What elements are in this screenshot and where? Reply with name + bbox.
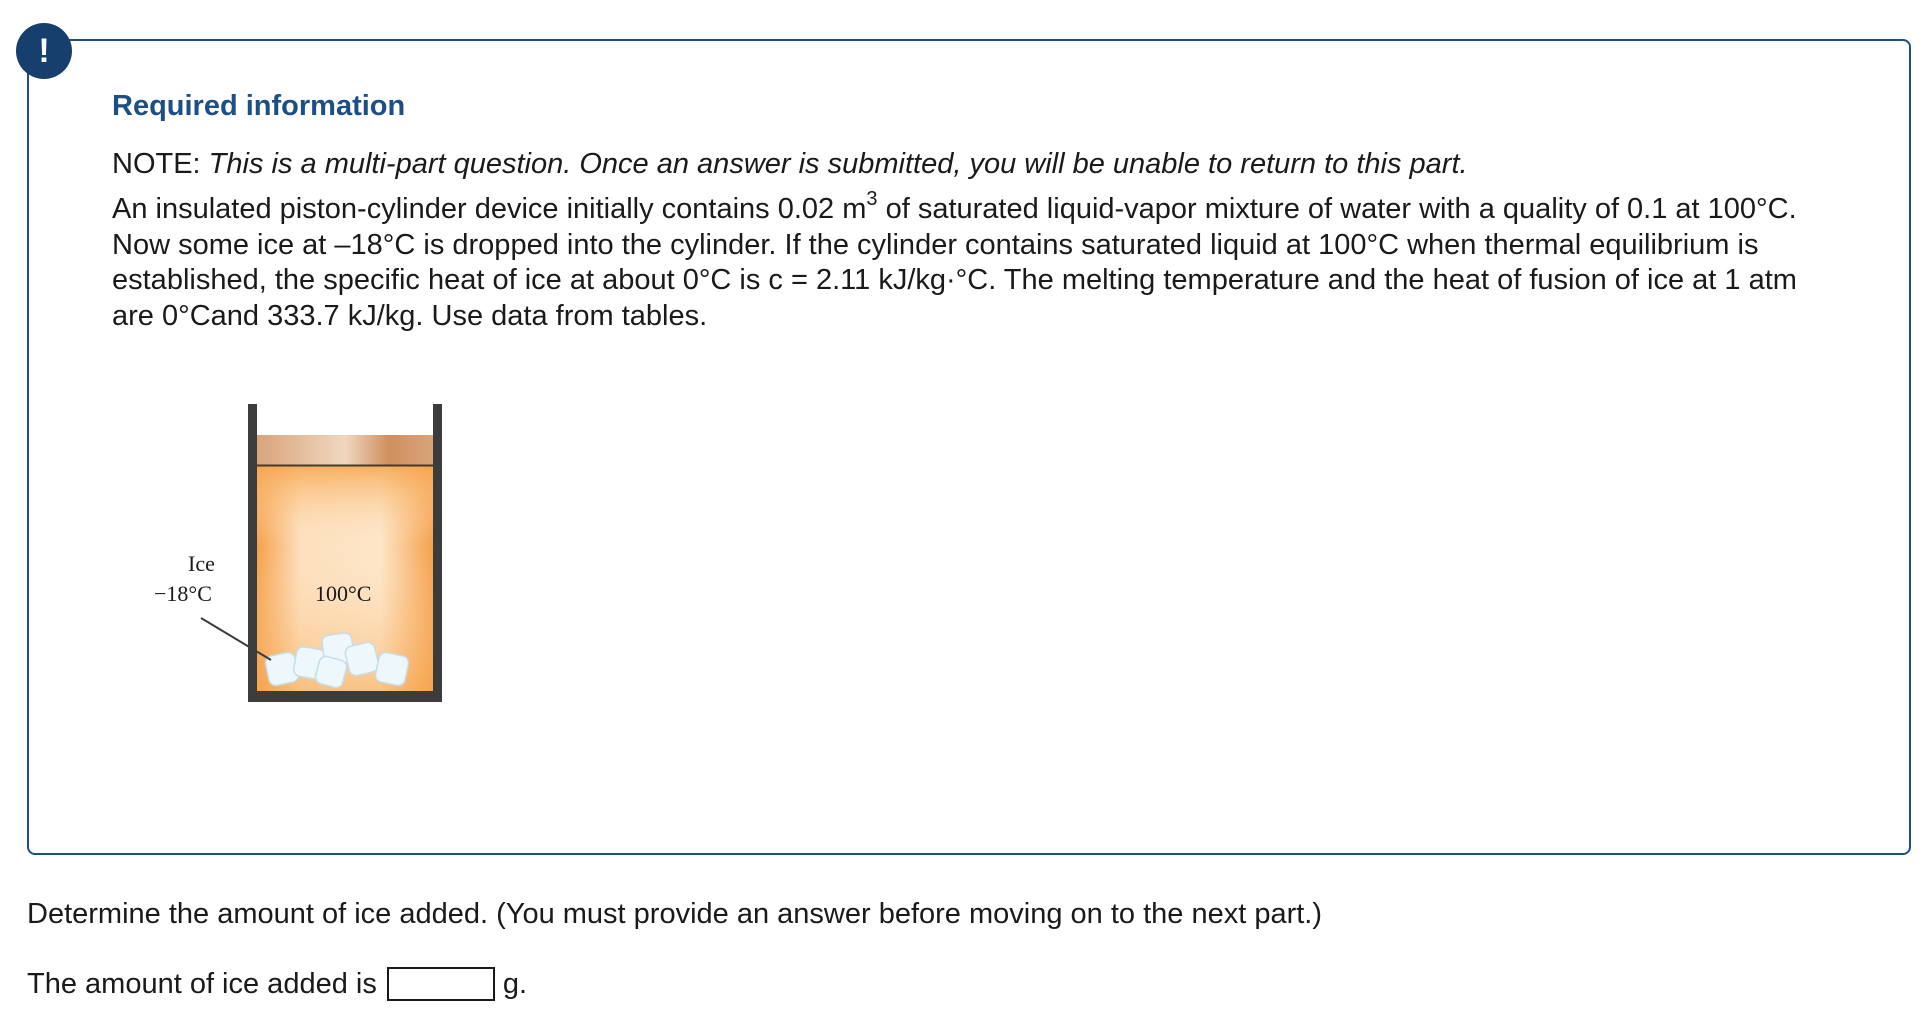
answer-row xyxy=(27,966,527,1002)
ice-cube xyxy=(344,641,380,677)
note-line xyxy=(112,146,1468,182)
exclamation-icon: ! xyxy=(16,23,72,79)
problem-text-part2: of saturated liquid-vapor mixture of water with a quality of 0.1 at 100°C. Now some ice at –18°C is dropped into the cylinder. If the cylinder contains saturated liquid at 100°C when thermal equilibrium is established, the specific heat of ice at about 0°C is c = 2.11 kJ/kg·°C. The melting temperature and the heat of fusion of ice at 1 atm are 0°Cand 333.7 kJ/kg. Use data from tables. xyxy=(112,193,1797,332)
problem-superscript: 3 xyxy=(866,188,878,211)
question-prompt: Determine the amount of ice added. (You must provide an answer before moving on to the next part.) xyxy=(27,898,1323,930)
ice-cube xyxy=(374,651,410,687)
piston-cylinder-figure xyxy=(145,396,455,706)
cylinder-left-wall xyxy=(248,404,257,702)
problem-statement xyxy=(112,188,1832,334)
note-text: This is a multi-part question. Once an answer is submitted, you will be unable to return to this part. xyxy=(208,148,1468,180)
required-information-title: Required information xyxy=(112,90,406,122)
note-prefix: NOTE: xyxy=(112,148,209,180)
problem-text-part1: An insulated piston-cylinder device initially contains 0.02 m xyxy=(112,193,867,225)
ice-temperature-label: −18°C xyxy=(154,581,212,606)
cylinder-bottom-wall xyxy=(248,691,442,702)
answer-unit: g. xyxy=(502,968,528,1000)
cylinder-right-wall xyxy=(433,404,442,702)
piston xyxy=(257,435,433,465)
answer-label: The amount of ice added is xyxy=(27,968,377,1000)
ice-label: Ice xyxy=(188,551,215,576)
ice-amount-input[interactable] xyxy=(387,967,495,1001)
water-temperature-label: 100°C xyxy=(315,581,372,606)
